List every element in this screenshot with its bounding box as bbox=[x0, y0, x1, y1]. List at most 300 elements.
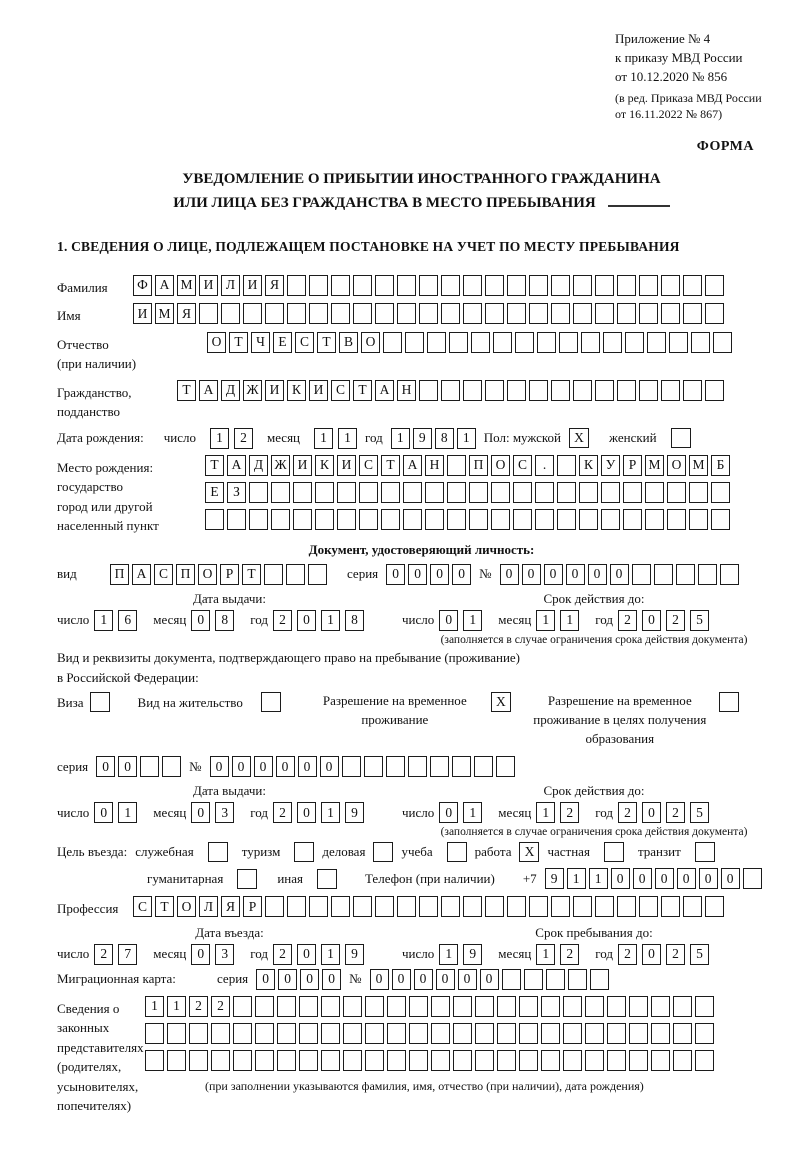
char-box[interactable]: Е bbox=[273, 332, 292, 353]
char-box[interactable]: 0 bbox=[588, 564, 607, 585]
char-box[interactable] bbox=[337, 482, 356, 503]
char-box[interactable]: 0 bbox=[566, 564, 585, 585]
char-box[interactable] bbox=[387, 1023, 406, 1044]
char-box[interactable] bbox=[563, 996, 582, 1017]
char-box[interactable]: Д bbox=[221, 380, 240, 401]
char-box[interactable] bbox=[408, 756, 427, 777]
char-box[interactable]: 2 bbox=[618, 610, 637, 631]
char-box[interactable]: 1 bbox=[167, 996, 186, 1017]
residence-permit-checkbox[interactable] bbox=[261, 692, 281, 712]
gender-female-checkbox[interactable] bbox=[671, 428, 691, 448]
char-box[interactable]: 0 bbox=[256, 969, 275, 990]
char-box[interactable]: С bbox=[513, 455, 532, 476]
char-box[interactable]: К bbox=[315, 455, 334, 476]
char-box[interactable]: 0 bbox=[452, 564, 471, 585]
char-box[interactable]: 0 bbox=[677, 868, 696, 889]
char-box[interactable]: 0 bbox=[191, 944, 210, 965]
char-box[interactable]: Ч bbox=[251, 332, 270, 353]
char-box[interactable] bbox=[661, 380, 680, 401]
char-box[interactable] bbox=[359, 509, 378, 530]
char-box[interactable]: З bbox=[227, 482, 246, 503]
char-box[interactable] bbox=[529, 896, 548, 917]
char-box[interactable] bbox=[573, 896, 592, 917]
char-box[interactable]: 0 bbox=[297, 944, 316, 965]
char-box[interactable]: 1 bbox=[391, 428, 410, 449]
char-box[interactable] bbox=[629, 1023, 648, 1044]
char-box[interactable] bbox=[573, 275, 592, 296]
char-box[interactable]: Т bbox=[353, 380, 372, 401]
char-box[interactable]: 1 bbox=[589, 868, 608, 889]
char-box[interactable]: 0 bbox=[458, 969, 477, 990]
char-box[interactable] bbox=[277, 1050, 296, 1071]
char-box[interactable] bbox=[519, 996, 538, 1017]
char-box[interactable] bbox=[507, 303, 526, 324]
char-box[interactable] bbox=[485, 380, 504, 401]
char-box[interactable] bbox=[617, 275, 636, 296]
char-box[interactable] bbox=[343, 1050, 362, 1071]
char-box[interactable] bbox=[551, 303, 570, 324]
char-box[interactable] bbox=[308, 564, 327, 585]
char-box[interactable] bbox=[463, 303, 482, 324]
char-box[interactable] bbox=[629, 996, 648, 1017]
char-box[interactable]: С bbox=[295, 332, 314, 353]
char-box[interactable]: А bbox=[403, 455, 422, 476]
char-box[interactable] bbox=[497, 1050, 516, 1071]
char-box[interactable] bbox=[271, 482, 290, 503]
char-box[interactable] bbox=[497, 996, 516, 1017]
char-box[interactable] bbox=[559, 332, 578, 353]
char-box[interactable]: 0 bbox=[721, 868, 740, 889]
char-box[interactable] bbox=[331, 896, 350, 917]
char-box[interactable] bbox=[573, 303, 592, 324]
char-box[interactable]: И bbox=[265, 380, 284, 401]
char-box[interactable]: 1 bbox=[321, 944, 340, 965]
char-box[interactable] bbox=[502, 969, 521, 990]
purpose-other-checkbox[interactable] bbox=[317, 869, 337, 889]
char-box[interactable]: 2 bbox=[211, 996, 230, 1017]
char-box[interactable] bbox=[485, 303, 504, 324]
char-box[interactable] bbox=[343, 996, 362, 1017]
char-box[interactable] bbox=[227, 509, 246, 530]
char-box[interactable] bbox=[453, 1023, 472, 1044]
char-box[interactable] bbox=[519, 1023, 538, 1044]
char-box[interactable] bbox=[397, 896, 416, 917]
char-box[interactable]: 0 bbox=[655, 868, 674, 889]
char-box[interactable]: 0 bbox=[430, 564, 449, 585]
char-box[interactable] bbox=[331, 275, 350, 296]
char-box[interactable] bbox=[541, 1023, 560, 1044]
char-box[interactable]: 2 bbox=[189, 996, 208, 1017]
char-box[interactable]: Р bbox=[243, 896, 262, 917]
char-box[interactable]: А bbox=[155, 275, 174, 296]
char-box[interactable] bbox=[409, 1050, 428, 1071]
char-box[interactable] bbox=[551, 896, 570, 917]
char-box[interactable]: 8 bbox=[215, 610, 234, 631]
visa-checkbox[interactable] bbox=[90, 692, 110, 712]
char-box[interactable] bbox=[375, 896, 394, 917]
char-box[interactable] bbox=[507, 896, 526, 917]
char-box[interactable] bbox=[286, 564, 305, 585]
char-box[interactable] bbox=[321, 996, 340, 1017]
char-box[interactable] bbox=[607, 1050, 626, 1071]
char-box[interactable] bbox=[507, 380, 526, 401]
char-box[interactable]: 9 bbox=[545, 868, 564, 889]
char-box[interactable] bbox=[474, 756, 493, 777]
char-box[interactable]: 5 bbox=[690, 802, 709, 823]
char-box[interactable] bbox=[713, 332, 732, 353]
char-box[interactable]: С bbox=[331, 380, 350, 401]
char-box[interactable]: А bbox=[227, 455, 246, 476]
char-box[interactable]: 9 bbox=[345, 944, 364, 965]
char-box[interactable]: О bbox=[198, 564, 217, 585]
char-box[interactable] bbox=[315, 509, 334, 530]
char-box[interactable] bbox=[563, 1023, 582, 1044]
char-box[interactable]: 0 bbox=[642, 610, 661, 631]
char-box[interactable]: И bbox=[309, 380, 328, 401]
char-box[interactable] bbox=[651, 996, 670, 1017]
char-box[interactable]: Л bbox=[199, 896, 218, 917]
char-box[interactable]: Л bbox=[221, 275, 240, 296]
char-box[interactable]: 0 bbox=[94, 802, 113, 823]
char-box[interactable]: Т bbox=[205, 455, 224, 476]
char-box[interactable] bbox=[397, 303, 416, 324]
char-box[interactable] bbox=[491, 482, 510, 503]
char-box[interactable] bbox=[447, 509, 466, 530]
char-box[interactable] bbox=[537, 332, 556, 353]
char-box[interactable]: А bbox=[375, 380, 394, 401]
char-box[interactable] bbox=[568, 969, 587, 990]
char-box[interactable] bbox=[211, 1023, 230, 1044]
char-box[interactable] bbox=[513, 482, 532, 503]
char-box[interactable]: Т bbox=[229, 332, 248, 353]
char-box[interactable]: Т bbox=[381, 455, 400, 476]
char-box[interactable] bbox=[419, 275, 438, 296]
char-box[interactable]: 0 bbox=[300, 969, 319, 990]
char-box[interactable] bbox=[469, 509, 488, 530]
char-box[interactable] bbox=[453, 1050, 472, 1071]
char-box[interactable] bbox=[607, 996, 626, 1017]
char-box[interactable] bbox=[551, 275, 570, 296]
char-box[interactable] bbox=[711, 509, 730, 530]
char-box[interactable] bbox=[419, 303, 438, 324]
char-box[interactable] bbox=[557, 455, 576, 476]
char-box[interactable]: С bbox=[154, 564, 173, 585]
char-box[interactable] bbox=[673, 1050, 692, 1071]
char-box[interactable] bbox=[519, 1050, 538, 1071]
char-box[interactable] bbox=[425, 509, 444, 530]
char-box[interactable] bbox=[625, 332, 644, 353]
char-box[interactable]: О bbox=[667, 455, 686, 476]
char-box[interactable]: 0 bbox=[642, 944, 661, 965]
char-box[interactable] bbox=[315, 482, 334, 503]
char-box[interactable] bbox=[667, 482, 686, 503]
char-box[interactable]: О bbox=[177, 896, 196, 917]
purpose-transit-checkbox[interactable] bbox=[695, 842, 715, 862]
char-box[interactable] bbox=[353, 303, 372, 324]
char-box[interactable] bbox=[221, 303, 240, 324]
char-box[interactable] bbox=[145, 1023, 164, 1044]
char-box[interactable] bbox=[381, 482, 400, 503]
char-box[interactable] bbox=[585, 1023, 604, 1044]
char-box[interactable] bbox=[255, 1050, 274, 1071]
purpose-tourism-checkbox[interactable] bbox=[294, 842, 314, 862]
char-box[interactable]: Р bbox=[220, 564, 239, 585]
char-box[interactable]: 9 bbox=[413, 428, 432, 449]
char-box[interactable]: И bbox=[293, 455, 312, 476]
char-box[interactable]: У bbox=[601, 455, 620, 476]
char-box[interactable] bbox=[645, 509, 664, 530]
char-box[interactable] bbox=[639, 303, 658, 324]
char-box[interactable]: Я bbox=[177, 303, 196, 324]
char-box[interactable]: 0 bbox=[191, 802, 210, 823]
char-box[interactable] bbox=[496, 756, 515, 777]
char-box[interactable] bbox=[233, 1023, 252, 1044]
char-box[interactable] bbox=[695, 1023, 714, 1044]
char-box[interactable] bbox=[409, 996, 428, 1017]
char-box[interactable] bbox=[162, 756, 181, 777]
char-box[interactable]: Н bbox=[397, 380, 416, 401]
char-box[interactable]: 0 bbox=[439, 610, 458, 631]
char-box[interactable] bbox=[299, 1050, 318, 1071]
char-box[interactable] bbox=[277, 1023, 296, 1044]
char-box[interactable] bbox=[365, 996, 384, 1017]
char-box[interactable]: Р bbox=[623, 455, 642, 476]
char-box[interactable] bbox=[441, 896, 460, 917]
purpose-business-checkbox[interactable] bbox=[373, 842, 393, 862]
char-box[interactable] bbox=[563, 1050, 582, 1071]
char-box[interactable] bbox=[387, 1050, 406, 1071]
char-box[interactable] bbox=[595, 380, 614, 401]
char-box[interactable]: 0 bbox=[480, 969, 499, 990]
char-box[interactable] bbox=[441, 303, 460, 324]
char-box[interactable] bbox=[189, 1050, 208, 1071]
char-box[interactable] bbox=[651, 1050, 670, 1071]
char-box[interactable]: Я bbox=[221, 896, 240, 917]
char-box[interactable]: П bbox=[469, 455, 488, 476]
char-box[interactable]: М bbox=[645, 455, 664, 476]
char-box[interactable]: 0 bbox=[633, 868, 652, 889]
char-box[interactable]: 2 bbox=[273, 802, 292, 823]
char-box[interactable]: К bbox=[579, 455, 598, 476]
char-box[interactable] bbox=[265, 896, 284, 917]
char-box[interactable]: 0 bbox=[611, 868, 630, 889]
char-box[interactable] bbox=[683, 275, 702, 296]
char-box[interactable] bbox=[293, 509, 312, 530]
char-box[interactable] bbox=[431, 996, 450, 1017]
char-box[interactable] bbox=[375, 275, 394, 296]
char-box[interactable] bbox=[683, 303, 702, 324]
char-box[interactable]: Т bbox=[242, 564, 261, 585]
char-box[interactable] bbox=[705, 896, 724, 917]
char-box[interactable] bbox=[365, 1023, 384, 1044]
char-box[interactable]: 8 bbox=[345, 610, 364, 631]
char-box[interactable] bbox=[654, 564, 673, 585]
char-box[interactable] bbox=[447, 482, 466, 503]
char-box[interactable]: 0 bbox=[96, 756, 115, 777]
char-box[interactable] bbox=[255, 1023, 274, 1044]
char-box[interactable] bbox=[309, 275, 328, 296]
char-box[interactable] bbox=[705, 275, 724, 296]
char-box[interactable] bbox=[293, 482, 312, 503]
char-box[interactable]: 2 bbox=[560, 802, 579, 823]
char-box[interactable]: О bbox=[491, 455, 510, 476]
char-box[interactable] bbox=[485, 896, 504, 917]
char-box[interactable] bbox=[419, 380, 438, 401]
char-box[interactable]: 1 bbox=[560, 610, 579, 631]
char-box[interactable]: О bbox=[361, 332, 380, 353]
char-box[interactable]: 0 bbox=[322, 969, 341, 990]
char-box[interactable] bbox=[683, 896, 702, 917]
char-box[interactable] bbox=[453, 996, 472, 1017]
char-box[interactable] bbox=[683, 380, 702, 401]
char-box[interactable]: 1 bbox=[457, 428, 476, 449]
char-box[interactable] bbox=[546, 969, 565, 990]
char-box[interactable]: П bbox=[110, 564, 129, 585]
char-box[interactable] bbox=[449, 332, 468, 353]
char-box[interactable] bbox=[585, 1050, 604, 1071]
char-box[interactable] bbox=[452, 756, 471, 777]
char-box[interactable] bbox=[639, 896, 658, 917]
char-box[interactable] bbox=[337, 509, 356, 530]
char-box[interactable]: К bbox=[287, 380, 306, 401]
char-box[interactable]: 0 bbox=[297, 802, 316, 823]
char-box[interactable] bbox=[167, 1050, 186, 1071]
char-box[interactable]: Ж bbox=[243, 380, 262, 401]
char-box[interactable]: В bbox=[339, 332, 358, 353]
char-box[interactable] bbox=[513, 509, 532, 530]
char-box[interactable]: 1 bbox=[314, 428, 333, 449]
char-box[interactable] bbox=[623, 509, 642, 530]
temp-residence-checkbox[interactable]: X bbox=[491, 692, 511, 712]
char-box[interactable]: И bbox=[243, 275, 262, 296]
char-box[interactable]: С bbox=[133, 896, 152, 917]
char-box[interactable] bbox=[711, 482, 730, 503]
char-box[interactable] bbox=[491, 509, 510, 530]
char-box[interactable]: И bbox=[337, 455, 356, 476]
char-box[interactable] bbox=[629, 1050, 648, 1071]
char-box[interactable] bbox=[403, 482, 422, 503]
char-box[interactable]: 1 bbox=[567, 868, 586, 889]
char-box[interactable]: 2 bbox=[273, 944, 292, 965]
char-box[interactable]: О bbox=[207, 332, 226, 353]
char-box[interactable] bbox=[365, 1050, 384, 1071]
char-box[interactable]: 0 bbox=[386, 564, 405, 585]
char-box[interactable] bbox=[287, 303, 306, 324]
char-box[interactable] bbox=[419, 896, 438, 917]
char-box[interactable]: 5 bbox=[690, 610, 709, 631]
char-box[interactable]: 2 bbox=[618, 944, 637, 965]
char-box[interactable]: 0 bbox=[544, 564, 563, 585]
char-box[interactable] bbox=[287, 896, 306, 917]
char-box[interactable] bbox=[698, 564, 717, 585]
char-box[interactable] bbox=[409, 1023, 428, 1044]
char-box[interactable] bbox=[535, 482, 554, 503]
char-box[interactable] bbox=[233, 1050, 252, 1071]
char-box[interactable]: Т bbox=[177, 380, 196, 401]
char-box[interactable] bbox=[233, 996, 252, 1017]
char-box[interactable]: 0 bbox=[232, 756, 251, 777]
char-box[interactable]: 1 bbox=[536, 610, 555, 631]
char-box[interactable] bbox=[529, 303, 548, 324]
char-box[interactable]: С bbox=[359, 455, 378, 476]
char-box[interactable] bbox=[601, 482, 620, 503]
char-box[interactable]: 0 bbox=[191, 610, 210, 631]
char-box[interactable]: 0 bbox=[254, 756, 273, 777]
char-box[interactable]: 0 bbox=[642, 802, 661, 823]
char-box[interactable] bbox=[515, 332, 534, 353]
char-box[interactable]: 0 bbox=[210, 756, 229, 777]
char-box[interactable] bbox=[249, 509, 268, 530]
char-box[interactable]: Т bbox=[155, 896, 174, 917]
char-box[interactable] bbox=[497, 1023, 516, 1044]
char-box[interactable] bbox=[673, 996, 692, 1017]
char-box[interactable] bbox=[264, 564, 283, 585]
char-box[interactable] bbox=[691, 332, 710, 353]
char-box[interactable] bbox=[321, 1050, 340, 1071]
char-box[interactable] bbox=[617, 380, 636, 401]
char-box[interactable]: А bbox=[132, 564, 151, 585]
char-box[interactable] bbox=[557, 509, 576, 530]
char-box[interactable] bbox=[579, 509, 598, 530]
char-box[interactable]: 1 bbox=[145, 996, 164, 1017]
char-box[interactable]: А bbox=[199, 380, 218, 401]
char-box[interactable] bbox=[603, 332, 622, 353]
char-box[interactable]: 1 bbox=[321, 802, 340, 823]
char-box[interactable]: 0 bbox=[370, 969, 389, 990]
char-box[interactable]: 2 bbox=[618, 802, 637, 823]
char-box[interactable] bbox=[271, 509, 290, 530]
char-box[interactable] bbox=[403, 509, 422, 530]
char-box[interactable] bbox=[441, 380, 460, 401]
char-box[interactable]: М bbox=[177, 275, 196, 296]
char-box[interactable] bbox=[397, 275, 416, 296]
char-box[interactable]: 3 bbox=[215, 944, 234, 965]
char-box[interactable] bbox=[743, 868, 762, 889]
char-box[interactable] bbox=[321, 1023, 340, 1044]
char-box[interactable] bbox=[342, 756, 361, 777]
char-box[interactable] bbox=[595, 275, 614, 296]
char-box[interactable] bbox=[471, 332, 490, 353]
char-box[interactable]: 0 bbox=[439, 802, 458, 823]
char-box[interactable] bbox=[632, 564, 651, 585]
char-box[interactable]: 0 bbox=[392, 969, 411, 990]
char-box[interactable] bbox=[645, 482, 664, 503]
char-box[interactable] bbox=[695, 1050, 714, 1071]
char-box[interactable] bbox=[265, 303, 284, 324]
char-box[interactable] bbox=[475, 1023, 494, 1044]
char-box[interactable]: 5 bbox=[690, 944, 709, 965]
char-box[interactable]: 2 bbox=[666, 610, 685, 631]
char-box[interactable] bbox=[475, 996, 494, 1017]
char-box[interactable]: 0 bbox=[297, 610, 316, 631]
char-box[interactable] bbox=[661, 896, 680, 917]
char-box[interactable] bbox=[695, 996, 714, 1017]
char-box[interactable]: 0 bbox=[500, 564, 519, 585]
char-box[interactable] bbox=[387, 996, 406, 1017]
char-box[interactable] bbox=[623, 482, 642, 503]
char-box[interactable] bbox=[673, 1023, 692, 1044]
char-box[interactable]: Е bbox=[205, 482, 224, 503]
char-box[interactable] bbox=[431, 1023, 450, 1044]
char-box[interactable] bbox=[595, 896, 614, 917]
char-box[interactable]: 0 bbox=[610, 564, 629, 585]
char-box[interactable] bbox=[475, 1050, 494, 1071]
char-box[interactable] bbox=[541, 1050, 560, 1071]
char-box[interactable]: 0 bbox=[278, 969, 297, 990]
char-box[interactable] bbox=[647, 332, 666, 353]
char-box[interactable] bbox=[617, 303, 636, 324]
char-box[interactable]: 0 bbox=[522, 564, 541, 585]
